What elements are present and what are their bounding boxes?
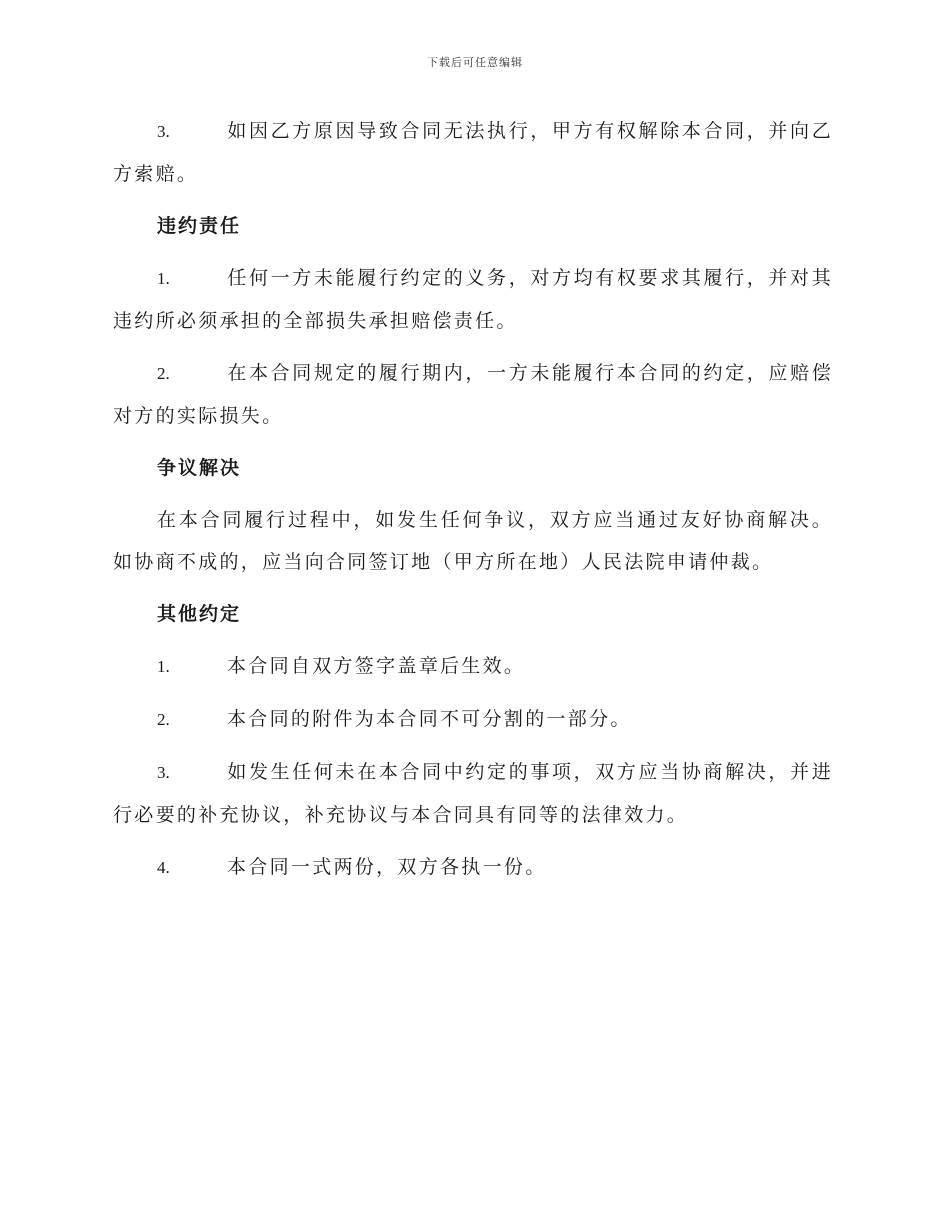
page-header: 下载后可任意编辑: [427, 56, 523, 69]
list-item: [113, 698, 833, 741]
item-number: 4.: [157, 858, 170, 877]
item-text: 本合同的附件为本合同不可分割的一部分。: [227, 708, 632, 730]
item-text: 任何一方未能履行约定的义务，对方均有权要求其履行，并对其违约所必须承担的全部损失承担赔偿责任。: [113, 267, 833, 332]
item-text: 本合同一式两份，双方各执一份。: [227, 856, 547, 878]
item-number: 2.: [157, 710, 170, 729]
item-text: 如发生任何未在本合同中约定的事项，双方应当协商解决，并进行必要的补充协议，补充协议与本合同具有同等的法律效力。: [113, 761, 833, 826]
item-number: 1.: [157, 269, 170, 288]
section-heading-other: 其他约定: [157, 603, 242, 625]
list-item: [113, 645, 833, 688]
item-text: 如因乙方原因导致合同无法执行，甲方有权解除本合同，并向乙方索赔。: [113, 120, 833, 185]
item-number: 3.: [157, 122, 170, 141]
list-item: [113, 110, 833, 195]
item-number: 2.: [157, 364, 170, 383]
item-text: 在本合同规定的履行期内，一方未能履行本合同的约定，应赔偿对方的实际损失。: [113, 362, 833, 427]
dispute-paragraph: 在本合同履行过程中，如发生任何争议，双方应当通过友好协商解决。如协商不成的，应当向合同签订地（甲方所在地）人民法院申请仲裁。: [113, 509, 833, 573]
document-body: [113, 110, 833, 899]
list-item: [113, 846, 833, 889]
item-number: 3.: [157, 763, 170, 782]
list-item: [113, 257, 833, 342]
item-number: 1.: [157, 657, 170, 676]
section-heading-breach: 违约责任: [157, 215, 242, 237]
list-item: [113, 352, 833, 437]
list-item: [113, 751, 833, 836]
item-text: 本合同自双方签字盖章后生效。: [227, 655, 526, 677]
section-heading-dispute: 争议解决: [157, 457, 242, 479]
